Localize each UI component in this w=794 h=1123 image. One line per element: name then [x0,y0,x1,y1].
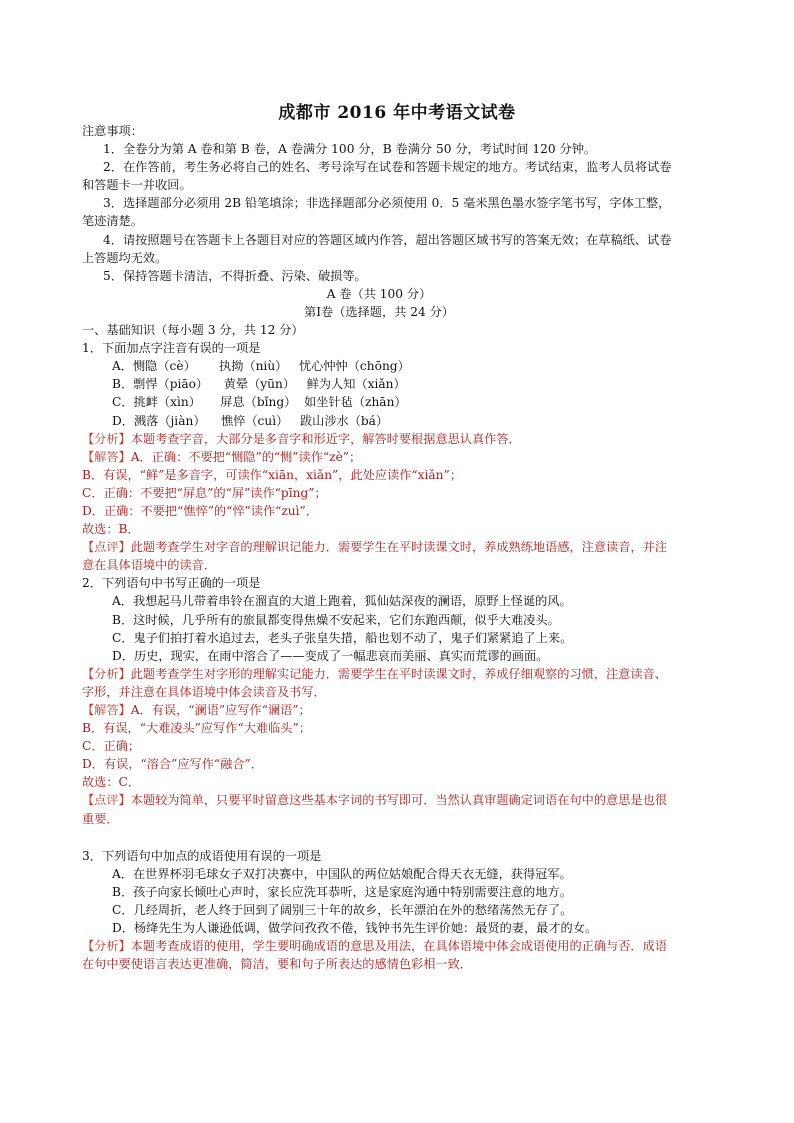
notice-item: 3．选择题部分必须用 2B 铅笔填涂；非选择题部分必须使用 0．5 毫米黑色墨水签字笔书写，字体工整，笔迹清楚。 [82,196,671,229]
answer-line: A．有误，“澜语”应写作“谰语”； [130,703,311,717]
answer-line: B．有误，“大难凌头”应写作“大难临头”； [82,721,311,736]
q2-option: B．这时候，几乎所有的旅鼠都变得焦燥不安起来，它们东跑西颠，似乎大难凌头。 [112,612,560,627]
q1-option: C．挑衅（xìn） 屏息（bǐng） 如坐针毡（zhān） [112,395,407,410]
analysis-text: 本题考查成语的使用，学生要明确成语的意思及用法，在具体语境中体会成语使用的正确与否．成语在句中要使语言表达更准确，简洁，要和句子所表达的感情色彩相一致． [82,939,667,972]
q1-option: D．溅落（jiàn） 憔悴（cuì） 跋山涉水（bá） [112,413,389,428]
spacer [82,828,676,847]
answer-tag: 【解答】 [82,449,131,464]
q1-stem: 1．下面加点字注音有误的一项是 [82,341,261,356]
q1-choice: 故选：B． [82,522,140,537]
notice-item: 2．在作答前，考生务必将自己的姓名、考号涂写在试卷和答题卡规定的地方。考试结束，监考人员将试卷和答题卡一并收回。 [82,160,672,193]
q1-option: B．剽悍（piāo） 黄晕（yūn） 鲜为人知（xiǎn） [112,377,406,392]
q3-stem: 3．下列语句中加点的成语使用有误的一项是 [82,848,322,863]
comment-text: 本题较为简单，只要平时留意这些基本字词的书写即可．当然认真审题确定词语在句中的意思是也很重要． [82,793,667,826]
q2-option: C．鬼子们拍打着水追过去，老头子张皇失措，船也划不动了，鬼子们紧紧追了上来。 [112,630,573,645]
q2-option: A．我想起马儿带着串铃在溜直的大道上跑着，狐仙姑深夜的澜语，原野上怪诞的风。 [112,594,572,609]
answer-tag: 【解答】 [82,703,131,717]
analysis-tag: 【分析】 [82,431,131,446]
q3-option: B．孩子向家长倾吐心声时，家长应洗耳恭听，这是家庭沟通中特别需要注意的地方。 [112,884,572,899]
notice-item: 5．保持答题卡清洁，不得折叠、污染、破损等。 [103,268,367,283]
notice-item: 4．请按照题号在答题卡上各题目对应的答题区域内作答，超出答题区域书写的答案无效；在草稿纸、试卷上答题均无效。 [82,232,672,265]
answer-line: C．正确：不要把“屏息”的“屏”读作“pīng”； [82,485,327,500]
q2-comment [82,791,676,827]
q3-option: A．在世界杯羽毛球女子双打决赛中，中国队的两位姑娘配合得天衣无缝，获得冠军。 [112,866,572,881]
q1-analysis [82,430,676,448]
q1-comment [82,538,676,574]
exam-content [82,122,676,973]
comment-tag: 【点评】 [82,540,131,555]
part-one-heading: 第Ⅰ卷（选择题，共 24 分） [304,304,454,319]
q2-option: D．历史，现实，在雨中溶合了——变成了一幅悲哀而美丽、真实而荒谬的画面。 [112,648,549,663]
q1-answer [82,448,676,466]
q2-analysis [82,665,676,701]
notice-heading: 注意事项： [82,124,143,138]
q1-option: A．恻隐（cè） 执拗（niù） 忧心忡忡（chōng） [112,359,410,374]
analysis-tag: 【分析】 [82,666,131,681]
q2-answer [82,701,676,719]
q2-stem: 2．下列语句中书写正确的一项是 [82,576,261,591]
volume-a-heading: A 卷（共 100 分） [326,286,432,301]
analysis-text: 此题考查学生对字形的理解实记能力．需要学生在平时读课文时，养成仔细观察的习惯，注意读音、字形，并注意在具体语境中体会读音及书写． [82,666,667,699]
q2-choice: 故选：C． [82,775,141,790]
comment-text: 此题考查学生对字音的理解识记能力．需要学生在平时读课文时，养成熟练地语感，注意读音，并注意在具体语境中的读音． [82,540,667,573]
analysis-tag: 【分析】 [82,939,131,954]
answer-line: D．有误，“溶合”应写作“融合”． [82,757,263,772]
q3-option: C．几经周折，老人终于回到了阔别三十年的故乡，长年漂泊在外的愁绪荡然无存了。 [112,902,573,917]
notice-item: 1．全卷分为第 A 卷和第 B 卷，A 卷满分 100 分，B 卷满分 50 分，考试时间 120 分钟。 [103,142,597,157]
answer-line: D．正确：不要把“憔悴”的“悴”读作“zuì”． [82,503,318,518]
answer-line: B．有误，“鲜”是多音字，可读作“xiān，xiǎn”，此处应读作“xiǎn”； [82,467,462,482]
comment-tag: 【点评】 [82,793,131,808]
answer-line: C．正确； [82,739,141,754]
analysis-text: 本题考查字音，大部分是多音字和形近字，解答时要根据意思认真作答． [130,431,521,446]
answer-line: A．正确：不要把“恻隐”的“恻”读作“zè”； [130,449,362,464]
section-one-heading: 一、基础知识（每小题 3 分，共 12 分） [82,323,304,338]
q3-analysis [82,937,676,973]
q3-option: D．杨绛先生为人谦逊低调，做学问孜孜不倦，钱钟书先生评价她：最贤的妻，最才的女。 [112,921,598,936]
exam-title: 成都市 2016 年中考语文试卷 [278,103,516,123]
